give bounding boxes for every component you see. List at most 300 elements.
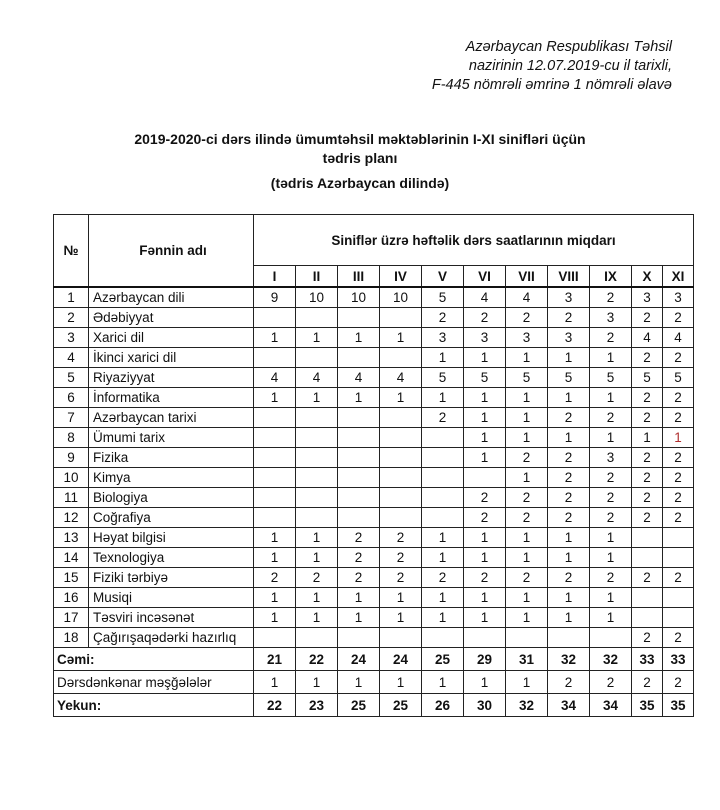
table-row	[54, 448, 694, 468]
document-title: 2019-2020-ci dərs ilində ümumtəhsil məktəblərinin I-XI sinifləri üçün	[134, 131, 586, 147]
hours-cell	[422, 468, 464, 488]
subject-name: Azərbaycan dili	[89, 287, 254, 308]
row-number: 2	[54, 308, 89, 328]
hours-cell: 2	[422, 308, 464, 328]
hours-cell: 1	[464, 528, 506, 548]
extracurricular-row-value: 2	[663, 671, 694, 694]
hours-cell: 9	[254, 287, 296, 308]
hours-cell: 1	[506, 608, 548, 628]
grade-header-xi: XI	[663, 266, 694, 288]
hours-cell: 1	[422, 548, 464, 568]
hours-cell: 2	[590, 287, 632, 308]
extracurricular-row-value: 2	[548, 671, 590, 694]
grade-header-v: V	[422, 266, 464, 288]
table-row	[54, 488, 694, 508]
hours-cell: 1	[296, 588, 338, 608]
total-row	[54, 648, 694, 671]
total-row-value: 33	[632, 648, 663, 671]
subject-name: Riyaziyyat	[89, 368, 254, 388]
extracurricular-row-value: 1	[380, 671, 422, 694]
decree-reference	[432, 38, 672, 95]
total-row-value: 33	[663, 648, 694, 671]
hours-cell: 1	[254, 608, 296, 628]
grand-total-row-value: 25	[338, 694, 380, 717]
hours-cell: 4	[663, 328, 694, 348]
hours-cell: 1	[548, 388, 590, 408]
hours-cell: 2	[506, 488, 548, 508]
hours-cell: 1	[464, 608, 506, 628]
total-row-value: 22	[296, 648, 338, 671]
hours-cell	[338, 408, 380, 428]
hours-cell: 5	[590, 368, 632, 388]
hours-cell: 3	[590, 308, 632, 328]
hours-cell: 2	[663, 488, 694, 508]
grand-total-row-value: 34	[548, 694, 590, 717]
hours-cell: 2	[632, 348, 663, 368]
hours-cell	[380, 428, 422, 448]
hours-cell: 2	[254, 568, 296, 588]
hours-cell: 2	[632, 448, 663, 468]
hours-cell: 2	[632, 488, 663, 508]
hours-cell: 1	[548, 548, 590, 568]
subject-name: Ədəbiyyat	[89, 308, 254, 328]
subject-name: Azərbaycan tarixi	[89, 408, 254, 428]
hours-cell	[338, 448, 380, 468]
hours-cell: 1	[506, 468, 548, 488]
hours-cell	[254, 628, 296, 648]
hours-cell: 2	[663, 568, 694, 588]
hours-cell: 1	[464, 448, 506, 468]
hours-cell	[422, 628, 464, 648]
hours-cell	[254, 428, 296, 448]
hours-cell: 2	[632, 568, 663, 588]
hours-cell	[663, 528, 694, 548]
hours-cell: 2	[506, 448, 548, 468]
total-row-value: 24	[338, 648, 380, 671]
hours-cell: 4	[506, 287, 548, 308]
hours-cell: 4	[296, 368, 338, 388]
hours-cell: 2	[590, 328, 632, 348]
subject-name: Musiqi	[89, 588, 254, 608]
grand-total-row-value: 35	[663, 694, 694, 717]
total-row-value: 32	[548, 648, 590, 671]
hours-cell: 2	[296, 568, 338, 588]
hours-cell: 1	[422, 588, 464, 608]
hours-cell	[338, 628, 380, 648]
hours-cell: 2	[590, 408, 632, 428]
table-row	[54, 468, 694, 488]
hours-cell: 1	[506, 388, 548, 408]
grade-header-ix: IX	[590, 266, 632, 288]
hours-cell	[632, 528, 663, 548]
hours-cell: 10	[380, 287, 422, 308]
hours-cell: 1	[338, 608, 380, 628]
hours-cell	[296, 408, 338, 428]
col-header-no: №	[54, 215, 89, 288]
hours-cell: 1	[464, 428, 506, 448]
hours-cell: 5	[506, 368, 548, 388]
subject-name: Xarici dil	[89, 328, 254, 348]
hours-cell: 2	[506, 568, 548, 588]
col-header-hours: Siniflər üzrə həftəlik dərs saatlarının miqdarı	[254, 215, 694, 266]
hours-cell	[296, 488, 338, 508]
hours-cell: 2	[422, 568, 464, 588]
grade-header-ii: II	[296, 266, 338, 288]
hours-cell	[632, 608, 663, 628]
table-row	[54, 287, 694, 308]
hours-cell: 1	[422, 608, 464, 628]
grand-total-row-label: Yekun:	[54, 694, 254, 717]
extracurricular-row-value: 2	[632, 671, 663, 694]
hours-cell: 1	[254, 328, 296, 348]
hours-cell: 1	[422, 388, 464, 408]
hours-cell: 1	[422, 348, 464, 368]
extracurricular-row	[54, 671, 694, 694]
col-header-subject: Fənnin adı	[89, 215, 254, 288]
hours-cell	[296, 508, 338, 528]
hours-cell	[464, 468, 506, 488]
hours-cell: 1	[338, 328, 380, 348]
hours-cell: 2	[380, 528, 422, 548]
subject-name: Ümumi tarix	[89, 428, 254, 448]
hours-cell	[338, 348, 380, 368]
table-row	[54, 428, 694, 448]
curriculum-table	[53, 214, 694, 717]
hours-cell	[663, 588, 694, 608]
table-body	[54, 287, 694, 717]
hours-cell: 2	[506, 308, 548, 328]
extracurricular-row-value: 2	[590, 671, 632, 694]
hours-cell: 1	[590, 348, 632, 368]
hours-cell: 4	[380, 368, 422, 388]
hours-cell: 2	[632, 468, 663, 488]
subject-name: Coğrafiya	[89, 508, 254, 528]
hours-cell	[338, 468, 380, 488]
hours-cell	[296, 448, 338, 468]
hours-cell: 2	[663, 348, 694, 368]
hours-cell	[254, 408, 296, 428]
row-number: 13	[54, 528, 89, 548]
hours-cell	[380, 468, 422, 488]
row-number: 15	[54, 568, 89, 588]
extracurricular-row-value: 1	[422, 671, 464, 694]
hours-cell: 1	[590, 608, 632, 628]
hours-cell: 5	[464, 368, 506, 388]
hours-cell	[380, 628, 422, 648]
subject-name: Təsviri incəsənət	[89, 608, 254, 628]
grade-header-iii: III	[338, 266, 380, 288]
hours-cell: 1	[464, 548, 506, 568]
hours-cell: 2	[663, 628, 694, 648]
hours-cell: 2	[548, 308, 590, 328]
grade-header-viii: VIII	[548, 266, 590, 288]
hours-cell: 3	[548, 328, 590, 348]
hours-cell: 2	[464, 568, 506, 588]
hours-cell: 2	[548, 488, 590, 508]
extracurricular-row-value: 1	[296, 671, 338, 694]
hours-cell: 1	[296, 608, 338, 628]
document-subtitle: tədris planı	[322, 150, 398, 166]
grand-total-row-value: 22	[254, 694, 296, 717]
hours-cell: 2	[548, 468, 590, 488]
row-number: 17	[54, 608, 89, 628]
total-row-value: 31	[506, 648, 548, 671]
hours-cell	[296, 348, 338, 368]
grand-total-row-value: 35	[632, 694, 663, 717]
hours-cell: 1	[548, 348, 590, 368]
hours-cell: 2	[338, 548, 380, 568]
hours-cell	[380, 488, 422, 508]
hours-cell: 1	[506, 588, 548, 608]
hours-cell: 2	[548, 408, 590, 428]
hours-cell: 1	[548, 528, 590, 548]
decree-line-1: Azərbaycan Respublikası Təhsil	[465, 39, 672, 55]
row-number: 4	[54, 348, 89, 368]
row-number: 10	[54, 468, 89, 488]
hours-cell: 1	[338, 588, 380, 608]
hours-cell: 3	[506, 328, 548, 348]
subject-name: Biologiya	[89, 488, 254, 508]
hours-cell: 1	[464, 588, 506, 608]
hours-cell: 2	[663, 308, 694, 328]
hours-cell	[254, 308, 296, 328]
hours-cell: 2	[464, 508, 506, 528]
hours-cell: 1	[296, 548, 338, 568]
hours-cell: 2	[590, 568, 632, 588]
row-number: 3	[54, 328, 89, 348]
row-number: 6	[54, 388, 89, 408]
row-number: 5	[54, 368, 89, 388]
hours-cell	[380, 448, 422, 468]
hours-cell: 1	[590, 548, 632, 568]
total-row-label: Cəmi:	[54, 648, 254, 671]
hours-cell: 2	[548, 448, 590, 468]
hours-cell: 2	[663, 508, 694, 528]
hours-cell	[380, 348, 422, 368]
grade-header-vi: VI	[464, 266, 506, 288]
hours-cell: 2	[548, 568, 590, 588]
hours-cell: 3	[464, 328, 506, 348]
hours-cell: 4	[632, 328, 663, 348]
hours-cell: 1	[380, 588, 422, 608]
hours-cell	[254, 348, 296, 368]
extracurricular-row-value: 1	[506, 671, 548, 694]
hours-cell: 1	[380, 388, 422, 408]
subject-name: Texnologiya	[89, 548, 254, 568]
hours-cell: 1	[506, 408, 548, 428]
hours-cell: 1	[590, 428, 632, 448]
subject-name: Həyat bilgisi	[89, 528, 254, 548]
extracurricular-row-value: 1	[464, 671, 506, 694]
decree-line-2: nazirinin 12.07.2019-cu il tarixli,	[468, 58, 672, 74]
grand-total-row-value: 32	[506, 694, 548, 717]
hours-cell: 1	[296, 328, 338, 348]
hours-cell	[663, 548, 694, 568]
row-number: 12	[54, 508, 89, 528]
hours-cell: 1	[380, 328, 422, 348]
hours-cell	[338, 428, 380, 448]
hours-cell: 1	[506, 348, 548, 368]
table-row	[54, 408, 694, 428]
table-row	[54, 388, 694, 408]
hours-cell: 2	[590, 508, 632, 528]
hours-cell: 1	[548, 608, 590, 628]
hours-cell: 2	[663, 448, 694, 468]
hours-cell: 2	[632, 628, 663, 648]
subject-name: Kimya	[89, 468, 254, 488]
hours-cell: 1	[464, 408, 506, 428]
total-row-value: 24	[380, 648, 422, 671]
hours-cell: 2	[590, 488, 632, 508]
hours-cell: 2	[338, 568, 380, 588]
extracurricular-row-value: 1	[338, 671, 380, 694]
grand-total-row-value: 26	[422, 694, 464, 717]
row-number: 14	[54, 548, 89, 568]
hours-cell: 1	[338, 388, 380, 408]
hours-cell: 1	[590, 528, 632, 548]
hours-cell: 1	[548, 588, 590, 608]
hours-cell: 4	[464, 287, 506, 308]
hours-cell: 3	[590, 448, 632, 468]
hours-cell: 1	[380, 608, 422, 628]
hours-cell: 5	[548, 368, 590, 388]
hours-cell: 10	[296, 287, 338, 308]
hours-cell: 2	[663, 408, 694, 428]
hours-cell	[380, 408, 422, 428]
subject-name: Fizika	[89, 448, 254, 468]
grade-header-iv: IV	[380, 266, 422, 288]
row-number: 8	[54, 428, 89, 448]
grand-total-row	[54, 694, 694, 717]
hours-cell	[506, 628, 548, 648]
hours-cell: 2	[338, 528, 380, 548]
hours-cell: 1	[254, 588, 296, 608]
hours-cell	[254, 468, 296, 488]
grade-header-x: X	[632, 266, 663, 288]
hours-cell: 2	[422, 408, 464, 428]
hours-cell	[254, 508, 296, 528]
hours-cell	[380, 508, 422, 528]
table-row	[54, 548, 694, 568]
hours-cell: 1	[632, 428, 663, 448]
hours-cell: 2	[632, 408, 663, 428]
hours-cell: 1	[464, 388, 506, 408]
hours-cell	[296, 308, 338, 328]
hours-cell: 2	[632, 388, 663, 408]
total-row-value: 21	[254, 648, 296, 671]
hours-cell: 4	[254, 368, 296, 388]
table-row	[54, 308, 694, 328]
hours-cell: 2	[548, 508, 590, 528]
table-row	[54, 508, 694, 528]
hours-cell: 1	[663, 428, 694, 448]
hours-cell	[254, 448, 296, 468]
hours-cell: 3	[632, 287, 663, 308]
hours-cell: 1	[548, 428, 590, 448]
hours-cell: 2	[663, 468, 694, 488]
hours-cell: 2	[663, 388, 694, 408]
hours-cell	[338, 308, 380, 328]
hours-cell	[338, 508, 380, 528]
table-row	[54, 368, 694, 388]
extracurricular-row-value: 1	[254, 671, 296, 694]
hours-cell	[296, 628, 338, 648]
row-number: 1	[54, 287, 89, 308]
hours-cell: 2	[590, 468, 632, 488]
hours-cell: 10	[338, 287, 380, 308]
row-number: 9	[54, 448, 89, 468]
hours-cell: 1	[254, 548, 296, 568]
hours-cell	[422, 448, 464, 468]
hours-cell: 1	[590, 588, 632, 608]
row-number: 7	[54, 408, 89, 428]
extracurricular-row-label: Dərsdənkənar məşğələlər	[54, 671, 254, 694]
hours-cell: 2	[380, 568, 422, 588]
row-number: 11	[54, 488, 89, 508]
hours-cell	[632, 588, 663, 608]
table-row	[54, 568, 694, 588]
hours-cell	[296, 468, 338, 488]
hours-cell: 1	[506, 548, 548, 568]
hours-cell: 1	[506, 528, 548, 548]
hours-cell: 5	[632, 368, 663, 388]
table-row	[54, 588, 694, 608]
grade-header-vii: VII	[506, 266, 548, 288]
hours-cell: 2	[506, 508, 548, 528]
hours-cell: 2	[632, 508, 663, 528]
hours-cell	[296, 428, 338, 448]
hours-cell: 5	[422, 368, 464, 388]
table-row	[54, 328, 694, 348]
hours-cell	[663, 608, 694, 628]
hours-cell: 5	[422, 287, 464, 308]
decree-line-3: F-445 nömrəli əmrinə 1 nömrəli əlavə	[431, 77, 672, 93]
hours-cell	[464, 628, 506, 648]
hours-cell: 1	[590, 388, 632, 408]
hours-cell: 2	[380, 548, 422, 568]
hours-cell	[254, 488, 296, 508]
hours-cell: 1	[422, 528, 464, 548]
row-number: 16	[54, 588, 89, 608]
grand-total-row-value: 34	[590, 694, 632, 717]
grand-total-row-value: 23	[296, 694, 338, 717]
hours-cell: 1	[296, 528, 338, 548]
hours-cell: 2	[632, 308, 663, 328]
row-number: 18	[54, 628, 89, 648]
hours-cell	[422, 508, 464, 528]
hours-cell	[422, 488, 464, 508]
hours-cell: 3	[548, 287, 590, 308]
subject-name: İkinci xarici dil	[89, 348, 254, 368]
subject-name: Fiziki tərbiyə	[89, 568, 254, 588]
subject-name: Çağırışaqədərki hazırlıq	[89, 628, 254, 648]
grand-total-row-value: 30	[464, 694, 506, 717]
hours-cell	[590, 628, 632, 648]
hours-cell: 1	[506, 428, 548, 448]
total-row-value: 29	[464, 648, 506, 671]
hours-cell: 1	[296, 388, 338, 408]
subject-name: İnformatika	[89, 388, 254, 408]
hours-cell: 1	[254, 528, 296, 548]
table-row	[54, 608, 694, 628]
hours-cell	[548, 628, 590, 648]
hours-cell: 3	[422, 328, 464, 348]
hours-cell: 1	[254, 388, 296, 408]
grade-header-i: I	[254, 266, 296, 288]
hours-cell	[422, 428, 464, 448]
hours-cell	[338, 488, 380, 508]
table-row	[54, 528, 694, 548]
